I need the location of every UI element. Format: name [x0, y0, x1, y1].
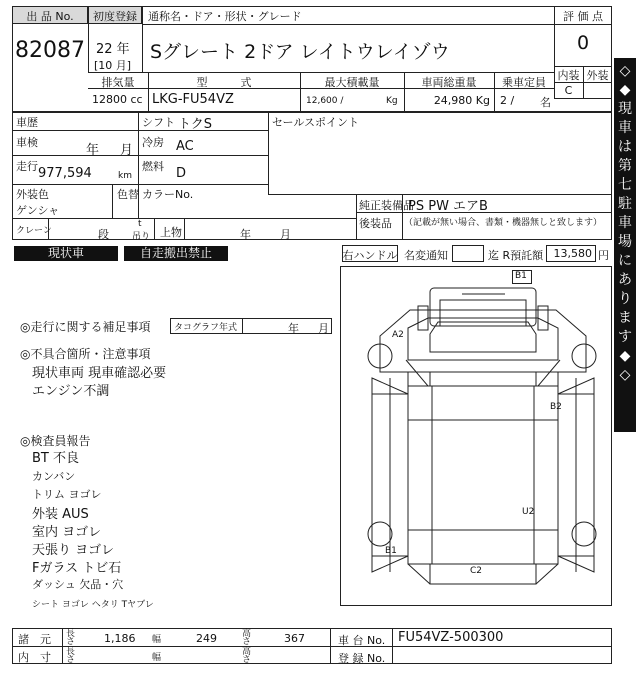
ac-value: AC: [176, 139, 194, 154]
gross-weight-value: 24,980 Kg: [433, 94, 490, 107]
name-change-label: 名変通知: [404, 249, 448, 262]
tachograph-month: 月: [318, 322, 329, 335]
registration-label: 登 録 No.: [338, 652, 386, 665]
tachograph-label: タコグラフ年式: [174, 323, 238, 333]
crane-ton: t: [138, 219, 142, 229]
deposit-unit: 円: [598, 249, 609, 262]
defect-item: エンジン不調: [32, 384, 110, 399]
deposit-value: 13,580: [553, 247, 592, 260]
divider: [392, 628, 393, 664]
dimensions-label: 諸 元: [18, 633, 51, 646]
lot-number: 82087: [15, 38, 85, 63]
gross-weight-label: 車両総重量: [421, 76, 477, 89]
fuel-value: D: [176, 166, 187, 181]
first-reg-month: [10 月]: [94, 59, 132, 72]
color-value: ゲンシャ: [16, 204, 60, 217]
chassis-value: FU54VZ-500300: [398, 630, 504, 645]
interior-score: C: [564, 84, 573, 97]
width-label: 幅: [152, 635, 162, 645]
crane-label: クレーン: [16, 226, 52, 236]
divider: [62, 628, 63, 664]
lot-label: 出 品 No.: [26, 10, 74, 23]
length-label: 長さ: [66, 629, 76, 647]
parking-location-text: ◇◆現車は第七駐車場にあります◆◇: [618, 63, 632, 383]
crane-stage: 段: [98, 228, 109, 241]
score-label: 評 価 点: [563, 10, 603, 23]
crane-hanging: 吊り: [132, 232, 151, 242]
inner-dimensions-label: 内 寸: [18, 651, 51, 664]
fuel-label: 燃料: [142, 160, 164, 173]
damage-mark: B1: [515, 271, 527, 281]
defect-item: 現状車両 現車確認必要: [32, 366, 167, 381]
exterior-label: 外装: [586, 69, 609, 82]
upper-year: 年: [240, 228, 251, 241]
steering-value: 右ハンドル: [342, 249, 398, 262]
retrofit-label: 後装品: [359, 217, 392, 230]
inspection-label: 車検: [16, 136, 38, 149]
recycle-deposit-label: 迄 R預託額: [488, 249, 544, 262]
model-value: LKG-FU54VZ: [152, 92, 234, 107]
vehicle-name: Sグレート 2ドア レイトウレイゾウ: [150, 41, 450, 63]
mileage-unit: km: [118, 171, 132, 181]
damage-mark: B2: [550, 402, 562, 412]
color-number-label: カラーNo.: [142, 188, 194, 201]
capacity-value: 2 /: [500, 94, 515, 107]
tachograph-year: 年: [288, 322, 299, 335]
color-label: 外装色: [16, 188, 49, 201]
length-value: 1,186: [104, 632, 136, 645]
score-value: 0: [576, 32, 590, 54]
displacement-label: 排気量: [101, 76, 135, 89]
equipment-value: PS PW エアB: [408, 199, 488, 214]
height-label: 高さ: [242, 629, 252, 647]
mileage-value: 977,594: [38, 166, 92, 181]
shift-label: シフト: [142, 116, 175, 129]
damage-mark: U2: [522, 507, 535, 517]
vehicle-name-label: 通称名・ドア・形状・グレード: [148, 10, 302, 23]
inspection-year: 年: [86, 143, 100, 158]
first-reg-label: 初度登録: [93, 10, 137, 23]
mileage-label: 走行: [16, 160, 38, 173]
inner-width-label: 幅: [152, 653, 162, 663]
divider: [330, 628, 331, 664]
displacement-value: 12800 cc: [92, 93, 143, 106]
model-label: 型 式: [196, 76, 252, 89]
interior-label: 内装: [557, 69, 580, 82]
inspector-item: ダッシュ 欠品・穴: [32, 578, 124, 591]
capacity-unit: 名: [540, 96, 551, 109]
color-change-label: 色替: [117, 188, 139, 201]
inspector-item: シート ヨゴレ ヘタリ Tヤブレ: [32, 600, 154, 610]
inspector-item: BT 不良: [32, 451, 79, 466]
equipment-label: 純正装備品: [359, 199, 414, 212]
damage-mark: C2: [470, 566, 483, 576]
shift-value: トクS: [178, 117, 212, 132]
max-load-unit: Kg: [386, 96, 398, 106]
first-reg-year: 22 年: [96, 42, 130, 57]
max-load-label: 最大積載量: [324, 76, 380, 89]
upper-month: 月: [280, 228, 291, 241]
damage-mark: B1: [385, 546, 397, 556]
retrofit-note: （記載が無い場合、書類・機器無しと致します）: [404, 218, 603, 228]
damage-mark: A2: [392, 330, 404, 340]
ac-label: 冷房: [142, 136, 164, 149]
current-condition-banner: 現状車: [14, 246, 118, 261]
capacity-label: 乗車定員: [502, 76, 546, 89]
width-value: 249: [196, 632, 217, 645]
inner-height-label: 高さ: [242, 647, 252, 665]
inspector-report-title: ◎検査員報告: [20, 434, 91, 448]
running-notes-title: ◎走行に関する補足事項: [20, 320, 151, 334]
history-label: 車歴: [16, 116, 38, 129]
inspection-month: 月: [120, 143, 134, 158]
divider: [12, 646, 612, 647]
inspector-item: トリム ヨゴレ: [32, 488, 102, 501]
height-value: 367: [284, 632, 305, 645]
max-load-value: 12,600 /: [306, 96, 344, 106]
no-self-drive-banner: 自走搬出禁止: [124, 246, 228, 261]
defects-title: ◎不具合箇所・注意事項: [20, 347, 151, 361]
inspector-item: Fガラス トビ石: [32, 561, 122, 576]
inspector-item: 室内 ヨゴレ: [32, 525, 102, 540]
inspector-item: カンバン: [32, 470, 76, 483]
inspector-item: 外装 AUS: [32, 507, 89, 522]
upper-label: 上物: [160, 226, 182, 239]
inspector-item: 天張り ヨゴレ: [32, 543, 115, 558]
chassis-label: 車 台 No.: [338, 634, 386, 647]
inner-length-label: 長さ: [66, 647, 76, 665]
sales-point-label: セールスポイント: [272, 116, 360, 129]
